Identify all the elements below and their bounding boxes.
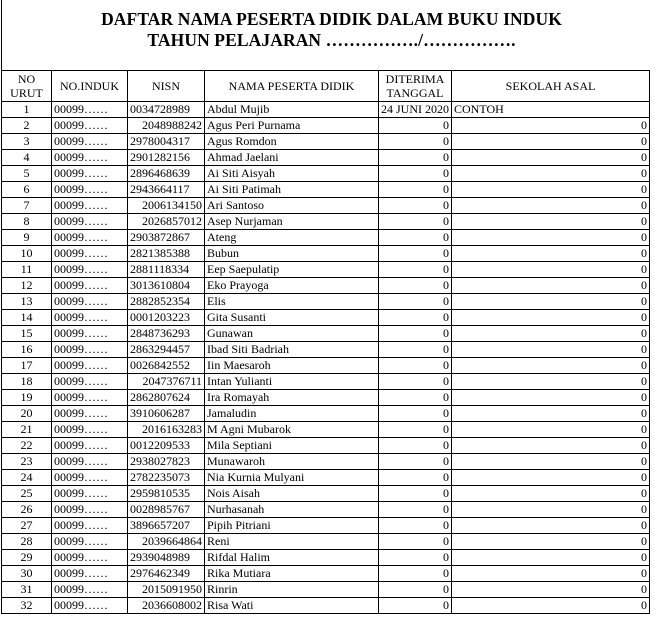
cell-sekolah-asal[interactable]: 0 — [452, 166, 650, 182]
cell-diterima-tanggal[interactable]: 0 — [379, 550, 452, 566]
cell-diterima-tanggal[interactable]: 0 — [379, 182, 452, 198]
cell-sekolah-asal[interactable]: 0 — [452, 486, 650, 502]
cell-no-urut[interactable]: 23 — [2, 454, 52, 470]
cell-nama[interactable]: Bubun — [205, 246, 379, 262]
cell-nama[interactable]: Asep Nurjaman — [205, 214, 379, 230]
cell-sekolah-asal[interactable]: 0 — [452, 294, 650, 310]
cell-no-urut[interactable]: 9 — [2, 230, 52, 246]
cell-no-urut[interactable]: 10 — [2, 246, 52, 262]
cell-nisn[interactable]: 2976462349 — [128, 566, 205, 582]
header-row — [2, 71, 650, 102]
table-row — [2, 102, 650, 118]
cell-no-induk[interactable]: 00099…… — [52, 486, 128, 502]
cell-no-urut[interactable]: 21 — [2, 422, 52, 438]
cell-diterima-tanggal[interactable]: 0 — [379, 230, 452, 246]
cell-nama[interactable]: Ari Santoso — [205, 198, 379, 214]
cell-diterima-tanggal[interactable]: 0 — [379, 326, 452, 342]
cell-nama[interactable]: Munawaroh — [205, 454, 379, 470]
cell-sekolah-asal[interactable]: 0 — [452, 198, 650, 214]
cell-no-urut[interactable]: 16 — [2, 342, 52, 358]
header-nisn-label: NISN — [151, 79, 180, 93]
cell-diterima-tanggal[interactable]: 0 — [379, 342, 452, 358]
cell-nama[interactable]: Ai Siti Patimah — [205, 182, 379, 198]
cell-nisn[interactable]: 2938027823 — [128, 454, 205, 470]
cell-diterima-tanggal[interactable]: 0 — [379, 598, 452, 614]
table-row — [2, 310, 650, 326]
cell-no-induk[interactable]: 00099…… — [52, 230, 128, 246]
cell-no-urut[interactable]: 14 — [2, 310, 52, 326]
cell-nama[interactable]: Mila Septiani — [205, 438, 379, 454]
table-row — [2, 518, 650, 534]
cell-sekolah-asal[interactable]: 0 — [452, 262, 650, 278]
table-row — [2, 182, 650, 198]
cell-diterima-tanggal[interactable]: 0 — [379, 166, 452, 182]
header-sekolah-asal-label: SEKOLAH ASAL — [505, 79, 596, 93]
cell-diterima-tanggal[interactable]: 0 — [379, 390, 452, 406]
cell-nisn[interactable]: 3910606287 — [128, 406, 205, 422]
cell-no-urut[interactable]: 5 — [2, 166, 52, 182]
cell-nisn[interactable]: 2821385388 — [128, 246, 205, 262]
cell-no-induk[interactable]: 00099…… — [52, 134, 128, 150]
cell-nisn[interactable]: 2959810535 — [128, 486, 205, 502]
cell-no-induk[interactable]: 00099…… — [52, 550, 128, 566]
cell-sekolah-asal[interactable]: 0 — [452, 246, 650, 262]
cell-diterima-tanggal[interactable]: 0 — [379, 262, 452, 278]
cell-diterima-tanggal[interactable]: 0 — [379, 198, 452, 214]
document-title — [0, 9, 663, 51]
cell-sekolah-asal[interactable]: 0 — [452, 550, 650, 566]
cell-no-induk[interactable]: 00099…… — [52, 102, 128, 118]
cell-no-urut[interactable]: 1 — [2, 102, 52, 118]
header-no-induk-label: NO.INDUK — [60, 79, 119, 93]
cell-sekolah-asal[interactable]: 0 — [452, 518, 650, 534]
header-sekolah-asal[interactable] — [452, 71, 650, 102]
cell-no-induk[interactable]: 00099…… — [52, 214, 128, 230]
cell-no-induk[interactable]: 00099…… — [52, 438, 128, 454]
cell-nama[interactable]: Iin Maesaroh — [205, 358, 379, 374]
cell-nisn[interactable]: 2782235073 — [128, 470, 205, 486]
cell-nama[interactable]: Nois Aisah — [205, 486, 379, 502]
cell-sekolah-asal[interactable]: 0 — [452, 438, 650, 454]
cell-no-urut[interactable]: 31 — [2, 582, 52, 598]
cell-nama[interactable]: Agus Peri Purnama — [205, 118, 379, 134]
cell-nama[interactable]: Ahmad Jaelani — [205, 150, 379, 166]
cell-no-urut[interactable]: 6 — [2, 182, 52, 198]
cell-nama[interactable]: Gita Susanti — [205, 310, 379, 326]
cell-no-urut[interactable]: 11 — [2, 262, 52, 278]
table-row — [2, 118, 650, 134]
table-row — [2, 374, 650, 390]
cell-nama[interactable]: Rika Mutiara — [205, 566, 379, 582]
cell-nisn[interactable]: 2015091950 — [128, 582, 205, 598]
cell-diterima-tanggal[interactable]: 0 — [379, 518, 452, 534]
cell-no-urut[interactable]: 26 — [2, 502, 52, 518]
table-row — [2, 390, 650, 406]
cell-nama[interactable]: Abdul Mujib — [205, 102, 379, 118]
cell-no-urut[interactable]: 12 — [2, 278, 52, 294]
cell-nisn[interactable]: 2903872867 — [128, 230, 205, 246]
table-row — [2, 198, 650, 214]
cell-diterima-tanggal[interactable]: 0 — [379, 534, 452, 550]
cell-diterima-tanggal[interactable]: 0 — [379, 134, 452, 150]
cell-no-induk[interactable]: 00099…… — [52, 422, 128, 438]
table-row — [2, 502, 650, 518]
cell-sekolah-asal[interactable]: 0 — [452, 374, 650, 390]
cell-nisn[interactable]: 2882852354 — [128, 294, 205, 310]
cell-diterima-tanggal[interactable]: 0 — [379, 150, 452, 166]
cell-nama[interactable]: M Agni Mubarok — [205, 422, 379, 438]
cell-sekolah-asal[interactable]: 0 — [452, 454, 650, 470]
cell-nisn[interactable]: 2848736293 — [128, 326, 205, 342]
cell-nisn[interactable]: 2036608002 — [128, 598, 205, 614]
cell-no-induk[interactable]: 00099…… — [52, 310, 128, 326]
cell-diterima-tanggal[interactable]: 0 — [379, 278, 452, 294]
cell-sekolah-asal[interactable]: 0 — [452, 422, 650, 438]
cell-no-induk[interactable]: 00099…… — [52, 246, 128, 262]
cell-no-urut[interactable]: 7 — [2, 198, 52, 214]
cell-no-induk[interactable]: 00099…… — [52, 582, 128, 598]
cell-no-urut[interactable]: 8 — [2, 214, 52, 230]
cell-diterima-tanggal[interactable]: 0 — [379, 582, 452, 598]
cell-no-induk[interactable]: 00099…… — [52, 150, 128, 166]
cell-no-induk[interactable]: 00099…… — [52, 502, 128, 518]
cell-nisn[interactable]: 2939048989 — [128, 550, 205, 566]
cell-no-induk[interactable]: 00099…… — [52, 566, 128, 582]
cell-diterima-tanggal[interactable]: 0 — [379, 118, 452, 134]
header-no-urut[interactable] — [2, 71, 52, 102]
header-no-induk[interactable] — [52, 71, 128, 102]
cell-no-induk[interactable]: 00099…… — [52, 118, 128, 134]
cell-no-induk[interactable]: 00099…… — [52, 278, 128, 294]
cell-nama[interactable]: Ira Romayah — [205, 390, 379, 406]
cell-nama[interactable]: Risa Wati — [205, 598, 379, 614]
cell-sekolah-asal[interactable]: 0 — [452, 406, 650, 422]
table-row — [2, 246, 650, 262]
cell-no-induk[interactable]: 00099…… — [52, 198, 128, 214]
cell-sekolah-asal[interactable]: 0 — [452, 582, 650, 598]
table-row — [2, 406, 650, 422]
cell-diterima-tanggal[interactable]: 0 — [379, 454, 452, 470]
cell-no-urut[interactable]: 17 — [2, 358, 52, 374]
cell-sekolah-asal[interactable]: 0 — [452, 310, 650, 326]
cell-nisn[interactable]: 2039664864 — [128, 534, 205, 550]
table-row — [2, 566, 650, 582]
table-row — [2, 326, 650, 342]
cell-nama[interactable]: Gunawan — [205, 326, 379, 342]
cell-sekolah-asal[interactable]: 0 — [452, 470, 650, 486]
cell-nama[interactable]: Reni — [205, 534, 379, 550]
cell-nisn[interactable]: 0001203223 — [128, 310, 205, 326]
cell-sekolah-asal[interactable]: 0 — [452, 326, 650, 342]
cell-nama[interactable]: Rinrin — [205, 582, 379, 598]
cell-no-induk[interactable]: 00099…… — [52, 262, 128, 278]
cell-sekolah-asal[interactable]: 0 — [452, 230, 650, 246]
cell-no-urut[interactable]: 13 — [2, 294, 52, 310]
cell-nama[interactable]: Eko Prayoga — [205, 278, 379, 294]
cell-nisn[interactable]: 2901282156 — [128, 150, 205, 166]
table-row — [2, 470, 650, 486]
cell-sekolah-asal[interactable]: 0 — [452, 358, 650, 374]
cell-nisn[interactable]: 2006134150 — [128, 198, 205, 214]
cell-no-urut[interactable]: 18 — [2, 374, 52, 390]
header-diterima-label: DITERIMA TANGGAL — [385, 72, 445, 100]
cell-diterima-tanggal[interactable]: 0 — [379, 566, 452, 582]
cell-no-induk[interactable]: 00099…… — [52, 518, 128, 534]
cell-no-induk[interactable]: 00099…… — [52, 326, 128, 342]
cell-diterima-tanggal[interactable]: 0 — [379, 438, 452, 454]
cell-nama[interactable]: Ai Siti Aisyah — [205, 166, 379, 182]
cell-no-induk[interactable]: 00099…… — [52, 534, 128, 550]
cell-nisn[interactable]: 2978004317 — [128, 134, 205, 150]
cell-no-induk[interactable]: 00099…… — [52, 406, 128, 422]
table-row — [2, 582, 650, 598]
table-row — [2, 134, 650, 150]
cell-diterima-tanggal[interactable]: 0 — [379, 470, 452, 486]
cell-sekolah-asal[interactable]: 0 — [452, 598, 650, 614]
cell-no-urut[interactable]: 2 — [2, 118, 52, 134]
cell-no-urut[interactable]: 29 — [2, 550, 52, 566]
cell-no-induk[interactable]: 00099…… — [52, 598, 128, 614]
cell-nisn[interactable]: 0034728989 — [128, 102, 205, 118]
cell-no-urut[interactable]: 20 — [2, 406, 52, 422]
cell-diterima-tanggal[interactable]: 0 — [379, 214, 452, 230]
cell-sekolah-asal[interactable]: 0 — [452, 150, 650, 166]
cell-no-urut[interactable]: 3 — [2, 134, 52, 150]
table-row — [2, 166, 650, 182]
cell-sekolah-asal[interactable]: 0 — [452, 502, 650, 518]
table-row — [2, 358, 650, 374]
cell-nisn[interactable]: 2896468639 — [128, 166, 205, 182]
cell-no-induk[interactable]: 00099…… — [52, 390, 128, 406]
cell-diterima-tanggal[interactable]: 0 — [379, 502, 452, 518]
cell-nama[interactable]: Intan Yulianti — [205, 374, 379, 390]
cell-sekolah-asal[interactable]: CONTOH — [452, 102, 650, 118]
cell-no-urut[interactable]: 15 — [2, 326, 52, 342]
cell-no-urut[interactable]: 28 — [2, 534, 52, 550]
table-row — [2, 150, 650, 166]
cell-no-induk[interactable]: 00099…… — [52, 454, 128, 470]
cell-nama[interactable]: Nia Kurnia Mulyani — [205, 470, 379, 486]
cell-no-induk[interactable]: 00099…… — [52, 470, 128, 486]
header-diterima[interactable] — [379, 71, 452, 102]
table-row — [2, 454, 650, 470]
cell-nisn[interactable]: 3013610804 — [128, 278, 205, 294]
table-row — [2, 438, 650, 454]
table-row — [2, 486, 650, 502]
cell-diterima-tanggal[interactable]: 0 — [379, 246, 452, 262]
cell-no-induk[interactable]: 00099…… — [52, 294, 128, 310]
header-nama[interactable] — [205, 71, 379, 102]
cell-no-urut[interactable]: 25 — [2, 486, 52, 502]
cell-sekolah-asal[interactable]: 0 — [452, 566, 650, 582]
cell-sekolah-asal[interactable]: 0 — [452, 118, 650, 134]
cell-nisn[interactable]: 2048988242 — [128, 118, 205, 134]
title-line-1: DAFTAR NAMA PESERTA DIDIK DALAM BUKU INDUK — [101, 9, 562, 29]
table-row — [2, 278, 650, 294]
cell-diterima-tanggal[interactable]: 0 — [379, 486, 452, 502]
cell-nisn[interactable]: 0026842552 — [128, 358, 205, 374]
cell-diterima-tanggal[interactable]: 0 — [379, 406, 452, 422]
table-row — [2, 550, 650, 566]
cell-diterima-tanggal[interactable]: 0 — [379, 294, 452, 310]
cell-sekolah-asal[interactable]: 0 — [452, 534, 650, 550]
cell-no-urut[interactable]: 24 — [2, 470, 52, 486]
cell-sekolah-asal[interactable]: 0 — [452, 182, 650, 198]
cell-nisn[interactable]: 2863294457 — [128, 342, 205, 358]
table-row — [2, 422, 650, 438]
cell-nisn[interactable]: 2881118334 — [128, 262, 205, 278]
cell-diterima-tanggal[interactable]: 24 JUNI 2020 — [379, 102, 452, 118]
cell-nisn[interactable]: 3896657207 — [128, 518, 205, 534]
cell-sekolah-asal[interactable]: 0 — [452, 134, 650, 150]
cell-nama[interactable]: Ibad Siti Badriah — [205, 342, 379, 358]
cell-no-urut[interactable]: 30 — [2, 566, 52, 582]
cell-no-induk[interactable]: 00099…… — [52, 182, 128, 198]
cell-nisn[interactable]: 0028985767 — [128, 502, 205, 518]
cell-nisn[interactable]: 2026857012 — [128, 214, 205, 230]
cell-nama[interactable]: Rifdal Halim — [205, 550, 379, 566]
cell-nama[interactable]: Jamaludin — [205, 406, 379, 422]
cell-nisn[interactable]: 2943664117 — [128, 182, 205, 198]
cell-diterima-tanggal[interactable]: 0 — [379, 310, 452, 326]
title-line-2: TAHUN PELAJARAN ……………./……………. — [147, 30, 516, 50]
header-nisn[interactable] — [128, 71, 205, 102]
cell-no-induk[interactable]: 00099…… — [52, 166, 128, 182]
cell-nama[interactable]: Eep Saepulatip — [205, 262, 379, 278]
header-no-urut-label: NO URUT — [10, 72, 43, 100]
table-row — [2, 230, 650, 246]
cell-no-urut[interactable]: 22 — [2, 438, 52, 454]
cell-no-induk[interactable]: 00099…… — [52, 358, 128, 374]
table-row — [2, 534, 650, 550]
cell-no-urut[interactable]: 19 — [2, 390, 52, 406]
cell-nisn[interactable]: 2016163283 — [128, 422, 205, 438]
cell-no-induk[interactable]: 00099…… — [52, 374, 128, 390]
cell-no-urut[interactable]: 4 — [2, 150, 52, 166]
cell-nisn[interactable]: 2862807624 — [128, 390, 205, 406]
cell-sekolah-asal[interactable]: 0 — [452, 278, 650, 294]
cell-diterima-tanggal[interactable]: 0 — [379, 358, 452, 374]
cell-sekolah-asal[interactable]: 0 — [452, 390, 650, 406]
cell-nama[interactable]: Agus Romdon — [205, 134, 379, 150]
cell-nisn[interactable]: 0012209533 — [128, 438, 205, 454]
cell-nama[interactable]: Nurhasanah — [205, 502, 379, 518]
student-table — [1, 70, 650, 614]
cell-nama[interactable]: Ateng — [205, 230, 379, 246]
cell-nama[interactable]: Elis — [205, 294, 379, 310]
table-row — [2, 294, 650, 310]
cell-sekolah-asal[interactable]: 0 — [452, 342, 650, 358]
table-row — [2, 262, 650, 278]
cell-no-induk[interactable]: 00099…… — [52, 342, 128, 358]
cell-no-urut[interactable]: 32 — [2, 598, 52, 614]
cell-sekolah-asal[interactable]: 0 — [452, 214, 650, 230]
cell-no-urut[interactable]: 27 — [2, 518, 52, 534]
table-row — [2, 214, 650, 230]
cell-nama[interactable]: Pipih Pitriani — [205, 518, 379, 534]
table-row — [2, 598, 650, 614]
cell-diterima-tanggal[interactable]: 0 — [379, 374, 452, 390]
header-nama-label: NAMA PESERTA DIDIK — [228, 79, 355, 93]
cell-nisn[interactable]: 2047376711 — [128, 374, 205, 390]
table-row — [2, 342, 650, 358]
cell-diterima-tanggal[interactable]: 0 — [379, 422, 452, 438]
